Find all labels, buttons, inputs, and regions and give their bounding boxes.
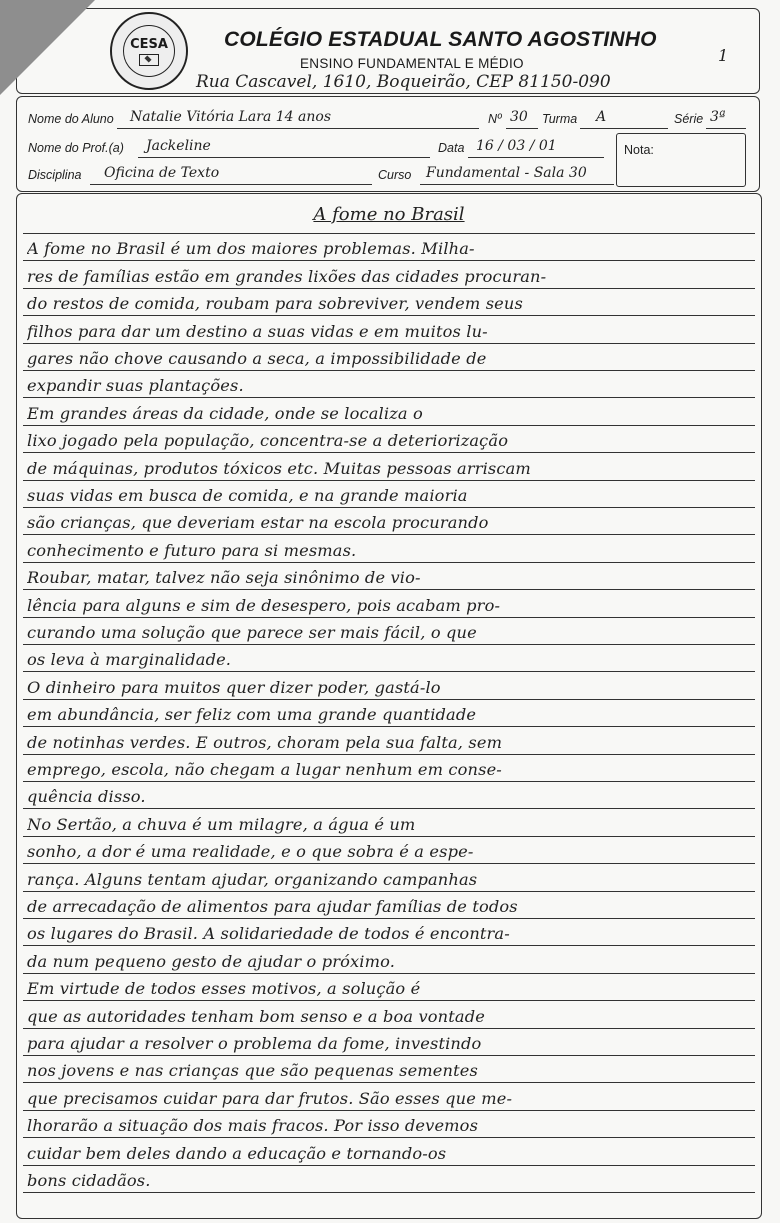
ruled-line — [23, 425, 755, 426]
disciplina-label: Disciplina — [28, 168, 82, 182]
essay-line: quência disso. — [27, 787, 146, 807]
essay-line: nos jovens e nas crianças que são pequenas sementes — [27, 1061, 478, 1081]
ruled-line — [23, 1192, 755, 1193]
essay-line: sonho, a dor é uma realidade, e o que sobra é a espe- — [27, 842, 474, 862]
school-subtitle: ENSINO FUNDAMENTAL E MÉDIO — [300, 56, 524, 71]
essay-line: de arrecadação de alimentos para ajudar famílias de todos — [27, 897, 518, 916]
ruled-line — [23, 973, 755, 974]
logo-emblem — [123, 25, 175, 77]
essay-line: curando uma solução que parece ser mais fácil, o que — [27, 623, 477, 642]
school-address: Rua Cascavel, 1610, Boqueirão, CEP 81150-090 — [196, 72, 611, 92]
essay-line: para ajudar a resolver o problema da fome, investindo — [27, 1034, 482, 1053]
essay-line: os leva à marginalidade. — [27, 650, 232, 670]
ruled-line — [23, 315, 755, 316]
essay-line: de máquinas, produtos tóxicos etc. Muitas pessoas arriscam — [27, 458, 531, 478]
essay-line: são crianças, que deveriam estar na escola procurando — [27, 513, 489, 533]
turma-value: A — [596, 109, 607, 125]
essay-line: que precisamos cuidar para dar frutos. São esses que me- — [27, 1088, 513, 1108]
ruled-line — [23, 891, 755, 892]
essay-line: da num pequeno gesto de ajudar o próximo. — [27, 951, 396, 971]
ruled-line — [23, 534, 755, 535]
school-name: COLÉGIO ESTADUAL SANTO AGOSTINHO — [224, 28, 657, 51]
turma-line — [580, 112, 668, 129]
essay-line: gares não chove causando a seca, a impossibilidade de — [27, 349, 487, 368]
essay-line: Roubar, matar, talvez não seja sinônimo de vio- — [27, 568, 421, 588]
ruled-line — [23, 754, 755, 755]
essay-line: No Sertão, a chuva é um milagre, a água é um — [27, 814, 416, 834]
essay-line: Em virtude de todos esses motivos, a solução é — [27, 979, 421, 999]
essay-line: conhecimento e futuro para si mesmas. — [27, 540, 357, 560]
essay-line: que as autoridades tenham bom senso e a boa vontade — [27, 1006, 485, 1026]
essay-area — [16, 193, 762, 1219]
ruled-line — [23, 699, 755, 700]
essay-line: os lugares do Brasil. A solidariedade de todos é encontra- — [27, 924, 510, 944]
page-number: 1 — [718, 46, 729, 65]
ruled-line — [23, 808, 755, 809]
essay-line: em abundância, ser feliz com uma grande quantidade — [27, 705, 477, 725]
essay-line: A fome no Brasil é um dos maiores problemas. Milha- — [27, 239, 475, 259]
ruled-line — [23, 671, 755, 672]
ruled-line — [23, 836, 755, 837]
essay-line: filhos para dar um destino a suas vidas e em muitos lu- — [27, 321, 488, 341]
nota-label: Nota: — [624, 143, 654, 157]
ruled-line — [23, 945, 755, 946]
ruled-line — [23, 480, 755, 481]
ruled-line — [23, 507, 755, 508]
aluno-label: Nome do Aluno — [28, 112, 114, 126]
essay-line: expandir suas plantações. — [27, 376, 244, 396]
essay-line: do restos de comida, roubam para sobreviver, vendem seus — [27, 294, 523, 314]
prof-label: Nome do Prof.(a) — [28, 141, 124, 155]
numero-label: Nº — [488, 112, 502, 126]
ruled-line — [23, 863, 755, 864]
ruled-line — [23, 343, 755, 344]
turma-label: Turma — [542, 112, 578, 126]
ruled-line — [23, 397, 755, 398]
serie-label: Série — [674, 112, 704, 126]
essay-line: de notinhas verdes. E outros, choram pela sua falta, sem — [27, 732, 503, 752]
essay-line: O dinheiro para muitos quer dizer poder, gastá-lo — [27, 677, 441, 697]
ruled-line — [23, 370, 755, 371]
essay-title: A fome no Brasil — [313, 204, 465, 225]
curso-value: Fundamental - Sala 30 — [426, 165, 587, 181]
essay-line: lência para alguns e sim de desespero, pois acabam pro- — [27, 595, 501, 615]
data-label: Data — [438, 141, 465, 155]
prof-value: Jackeline — [146, 138, 211, 154]
ruled-line — [23, 1110, 755, 1111]
ruled-line — [23, 233, 755, 234]
school-logo — [110, 12, 188, 90]
logo-text: CESA — [130, 36, 168, 52]
essay-line: lhorarão a situação dos mais fracos. Por isso devemos — [27, 1116, 479, 1136]
ruled-line — [23, 781, 755, 782]
ruled-line — [23, 1082, 755, 1083]
essay-line: rança. Alguns tentam ajudar, organizando campanhas — [27, 869, 478, 889]
aluno-value: Natalie Vitória Lara 14 anos — [130, 109, 331, 125]
essay-line: suas vidas em busca de comida, e na grande maioria — [27, 486, 468, 505]
curso-label: Curso — [378, 168, 412, 182]
nota-box — [616, 133, 746, 187]
numero-value: 30 — [510, 109, 528, 125]
essay-line: lixo jogado pela população, concentra-se a deteriorização — [27, 431, 509, 451]
ruled-line — [23, 1055, 755, 1056]
ruled-line — [23, 1000, 755, 1001]
serie-value: 3ª — [710, 109, 726, 125]
ruled-line — [23, 918, 755, 919]
ruled-line — [23, 1028, 755, 1029]
essay-line: bons cidadãos. — [27, 1171, 151, 1190]
ruled-line — [23, 589, 755, 590]
ruled-line — [23, 644, 755, 645]
ruled-line — [23, 452, 755, 453]
essay-line: cuidar bem deles dando a educação e tornando-os — [27, 1143, 447, 1163]
flag-icon — [139, 54, 159, 66]
ruled-line — [23, 562, 755, 563]
ruled-line — [23, 617, 755, 618]
data-value: 16 / 03 / 01 — [476, 138, 557, 154]
disciplina-value: Oficina de Texto — [104, 165, 220, 181]
ruled-line — [23, 1137, 755, 1138]
ruled-line — [23, 726, 755, 727]
ruled-line — [23, 260, 755, 261]
essay-line: Em grandes áreas da cidade, onde se localiza o — [27, 403, 423, 423]
folded-corner — [0, 0, 95, 95]
essay-line: res de famílias estão em grandes lixões das cidades procuran- — [27, 266, 547, 286]
essay-line: emprego, escola, não chegam a lugar nenhum em conse- — [27, 760, 502, 779]
ruled-line — [23, 1165, 755, 1166]
ruled-line — [23, 288, 755, 289]
